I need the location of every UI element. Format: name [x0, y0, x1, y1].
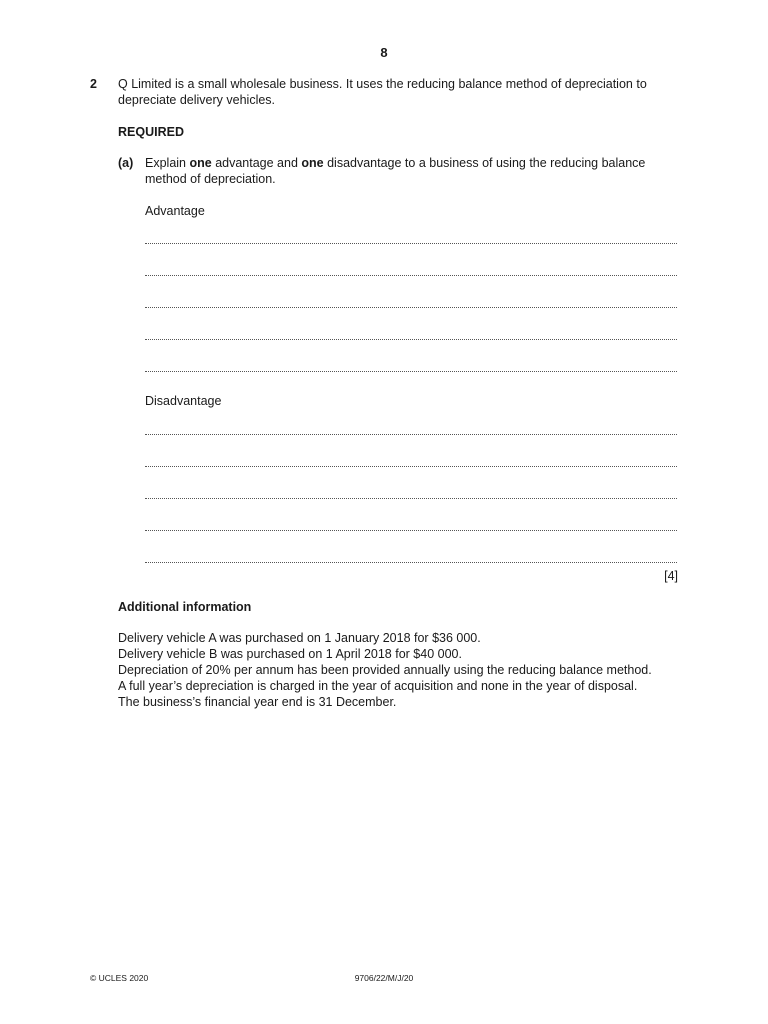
- additional-info-body: [118, 630, 698, 710]
- disadvantage-label: Disadvantage: [145, 394, 222, 408]
- info-line: Delivery vehicle A was purchased on 1 January 2018 for $36 000.: [118, 631, 481, 645]
- disadvantage-answer-line[interactable]: [145, 562, 677, 563]
- part-a-prompt: [145, 155, 680, 187]
- part-a-bold-1: one: [189, 156, 212, 170]
- advantage-answer-line[interactable]: [145, 307, 677, 308]
- advantage-answer-line[interactable]: [145, 339, 677, 340]
- additional-info-title: Additional information: [118, 600, 252, 614]
- info-line: A full year’s depreciation is charged in the year of acquisition and none in the year of disposal.: [118, 679, 638, 693]
- footer-copyright: © UCLES 2020: [90, 973, 149, 983]
- disadvantage-answer-line[interactable]: [145, 530, 677, 531]
- question-number: 2: [90, 77, 97, 91]
- required-heading: REQUIRED: [118, 125, 184, 139]
- part-a-text-2: advantage and: [211, 156, 302, 170]
- part-a-label: (a): [118, 156, 134, 170]
- info-line: The business’s financial year end is 31 December.: [118, 695, 397, 709]
- footer-paper-code: 9706/22/M/J/20: [354, 973, 414, 983]
- advantage-answer-line[interactable]: [145, 275, 677, 276]
- info-line: Depreciation of 20% per annum has been provided annually using the reducing balance method.: [118, 663, 652, 677]
- part-a-text-1: Explain: [145, 156, 190, 170]
- part-a-bold-2: one: [301, 156, 324, 170]
- advantage-answer-line[interactable]: [145, 243, 677, 244]
- disadvantage-answer-line[interactable]: [145, 434, 677, 435]
- marks-allocation: [4]: [664, 569, 678, 583]
- advantage-answer-line[interactable]: [145, 371, 677, 372]
- info-line: Delivery vehicle B was purchased on 1 April 2018 for $40 000.: [118, 647, 462, 661]
- disadvantage-answer-line[interactable]: [145, 498, 677, 499]
- part-a-text-3: disadvantage to a business of using the reducing balance method of depreciation.: [145, 156, 646, 186]
- question-intro: Q Limited is a small wholesale business. It uses the reducing balance method of depreciation to depreciate delivery vehicles.: [118, 77, 647, 107]
- page-number: 8: [380, 45, 388, 60]
- advantage-label: Advantage: [145, 204, 205, 218]
- disadvantage-answer-line[interactable]: [145, 466, 677, 467]
